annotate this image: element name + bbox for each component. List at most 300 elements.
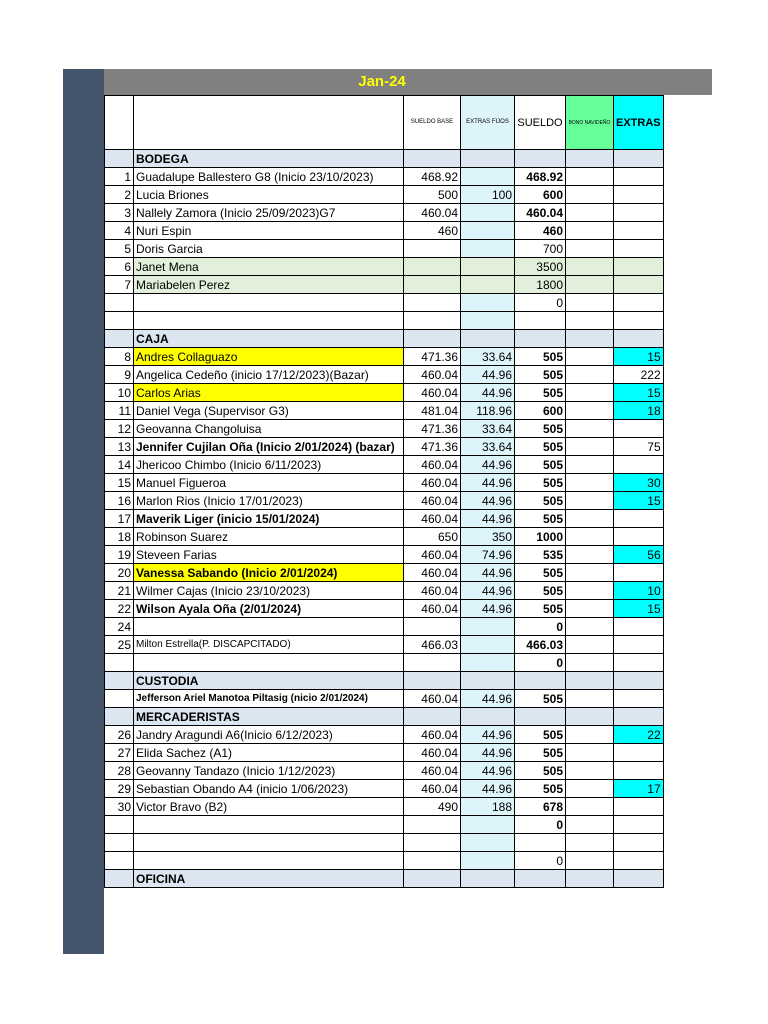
section-cell[interactable] xyxy=(614,870,664,888)
section-cell[interactable] xyxy=(404,672,461,690)
extras-fijos-cell[interactable] xyxy=(461,258,515,276)
extras-fijos-cell[interactable] xyxy=(461,240,515,258)
extras-cell[interactable] xyxy=(614,654,664,672)
header-extras[interactable]: EXTRAS xyxy=(614,96,664,150)
extras-fijos-cell[interactable]: 100 xyxy=(461,186,515,204)
extras-cell[interactable] xyxy=(614,852,664,870)
bono-cell[interactable] xyxy=(566,456,614,474)
sueldo-cell[interactable]: 505 xyxy=(515,384,566,402)
row-number-cell[interactable]: 8 xyxy=(105,348,134,366)
section-cell[interactable] xyxy=(461,708,515,726)
extras-fijos-cell[interactable]: 118.96 xyxy=(461,402,515,420)
sueldo-cell[interactable]: 460 xyxy=(515,222,566,240)
extras-fijos-cell[interactable]: 44.96 xyxy=(461,366,515,384)
sueldo-base-cell[interactable] xyxy=(404,240,461,258)
sueldo-base-cell[interactable]: 460.04 xyxy=(404,546,461,564)
extras-fijos-cell[interactable]: 44.96 xyxy=(461,762,515,780)
bono-cell[interactable] xyxy=(566,294,614,312)
extras-fijos-cell[interactable] xyxy=(461,312,515,330)
sueldo-cell[interactable]: 505 xyxy=(515,366,566,384)
employee-name-cell[interactable]: Carlos Arias xyxy=(134,384,404,402)
section-cell[interactable] xyxy=(515,708,566,726)
table-row xyxy=(105,294,664,312)
sueldo-cell[interactable]: 0 xyxy=(515,618,566,636)
employee-name-cell[interactable]: Steveen Farias xyxy=(134,546,404,564)
sueldo-cell[interactable]: 460.04 xyxy=(515,204,566,222)
extras-cell[interactable]: 10 xyxy=(614,582,664,600)
sueldo-cell[interactable]: 505 xyxy=(515,510,566,528)
sueldo-cell[interactable]: 468.92 xyxy=(515,168,566,186)
extras-fijos-cell[interactable] xyxy=(461,204,515,222)
header-num-cell[interactable] xyxy=(105,96,134,150)
extras-fijos-cell[interactable]: 44.96 xyxy=(461,726,515,744)
bono-cell[interactable] xyxy=(566,834,614,852)
extras-cell[interactable] xyxy=(614,834,664,852)
employee-name-cell[interactable]: Jennifer Cujilan Oña (Inicio 2/01/2024) (bazar) xyxy=(134,438,404,456)
extras-cell[interactable] xyxy=(614,636,664,654)
extras-cell[interactable] xyxy=(614,510,664,528)
sueldo-cell[interactable]: 466.03 xyxy=(515,636,566,654)
bono-cell[interactable] xyxy=(566,582,614,600)
sueldo-cell[interactable]: 678 xyxy=(515,798,566,816)
sueldo-base-cell[interactable]: 460.04 xyxy=(404,456,461,474)
extras-cell[interactable] xyxy=(614,276,664,294)
bono-cell[interactable] xyxy=(566,276,614,294)
employee-name-cell[interactable] xyxy=(134,816,404,834)
header-sueldo-base[interactable]: SUELDO BASE xyxy=(404,96,461,150)
extras-fijos-cell[interactable] xyxy=(461,276,515,294)
sueldo-base-cell[interactable] xyxy=(404,852,461,870)
row-number-cell[interactable]: 5 xyxy=(105,240,134,258)
section-cell[interactable] xyxy=(515,150,566,168)
section-cell[interactable] xyxy=(105,672,134,690)
row-number-cell[interactable]: 17 xyxy=(105,510,134,528)
extras-cell[interactable] xyxy=(614,528,664,546)
bono-cell[interactable] xyxy=(566,384,614,402)
extras-fijos-cell[interactable] xyxy=(461,636,515,654)
extras-fijos-cell[interactable] xyxy=(461,852,515,870)
bono-cell[interactable] xyxy=(566,762,614,780)
sueldo-cell[interactable]: 505 xyxy=(515,582,566,600)
extras-fijos-cell[interactable]: 44.96 xyxy=(461,582,515,600)
sueldo-cell[interactable]: 505 xyxy=(515,600,566,618)
section-title[interactable]: MERCADERISTAS xyxy=(134,708,404,726)
sueldo-base-cell[interactable]: 460.04 xyxy=(404,762,461,780)
sueldo-base-cell[interactable] xyxy=(404,654,461,672)
extras-cell[interactable] xyxy=(614,222,664,240)
section-cell[interactable] xyxy=(515,672,566,690)
extras-fijos-cell[interactable]: 44.96 xyxy=(461,492,515,510)
employee-name-cell[interactable]: Wilmer Cajas (Inicio 23/10/2023) xyxy=(134,582,404,600)
row-number-cell[interactable]: 7 xyxy=(105,276,134,294)
extras-fijos-cell[interactable]: 44.96 xyxy=(461,600,515,618)
sueldo-cell[interactable]: 0 xyxy=(515,294,566,312)
extras-fijos-cell[interactable]: 44.96 xyxy=(461,510,515,528)
extras-cell[interactable]: 22 xyxy=(614,726,664,744)
section-cell[interactable] xyxy=(614,330,664,348)
sueldo-base-cell[interactable]: 471.36 xyxy=(404,438,461,456)
extras-fijos-cell[interactable]: 44.96 xyxy=(461,564,515,582)
sueldo-base-cell[interactable] xyxy=(404,258,461,276)
extras-fijos-cell[interactable] xyxy=(461,294,515,312)
sueldo-base-cell[interactable]: 460.04 xyxy=(404,744,461,762)
extras-fijos-cell[interactable]: 350 xyxy=(461,528,515,546)
sueldo-base-cell[interactable]: 460.04 xyxy=(404,600,461,618)
bono-cell[interactable] xyxy=(566,600,614,618)
sueldo-base-cell[interactable]: 500 xyxy=(404,186,461,204)
sueldo-cell[interactable]: 3500 xyxy=(515,258,566,276)
row-number-cell[interactable]: 3 xyxy=(105,204,134,222)
sueldo-cell[interactable]: 505 xyxy=(515,744,566,762)
bono-cell[interactable] xyxy=(566,546,614,564)
bono-cell[interactable] xyxy=(566,564,614,582)
extras-cell[interactable] xyxy=(614,456,664,474)
employee-name-cell[interactable]: Marlon Rios (Inicio 17/01/2023) xyxy=(134,492,404,510)
bono-cell[interactable] xyxy=(566,654,614,672)
extras-fijos-cell[interactable]: 44.96 xyxy=(461,744,515,762)
bono-cell[interactable] xyxy=(566,798,614,816)
section-cell[interactable] xyxy=(105,330,134,348)
header-name-cell[interactable] xyxy=(134,96,404,150)
employee-name-cell[interactable]: Sebastian Obando A4 (inicio 1/06/2023) xyxy=(134,780,404,798)
table-row xyxy=(105,636,664,654)
extras-fijos-cell[interactable]: 44.96 xyxy=(461,474,515,492)
section-cell[interactable] xyxy=(404,330,461,348)
extras-cell[interactable] xyxy=(614,240,664,258)
row-number-cell[interactable] xyxy=(105,852,134,870)
sueldo-cell[interactable]: 505 xyxy=(515,564,566,582)
section-cell[interactable] xyxy=(461,330,515,348)
row-number-cell[interactable] xyxy=(105,690,134,708)
extras-cell[interactable] xyxy=(614,744,664,762)
extras-cell[interactable]: 15 xyxy=(614,492,664,510)
extras-fijos-cell[interactable]: 44.96 xyxy=(461,456,515,474)
extras-cell[interactable]: 222 xyxy=(614,366,664,384)
section-cell[interactable] xyxy=(566,870,614,888)
employee-name-cell[interactable]: Nuri Espin xyxy=(134,222,404,240)
section-cell[interactable] xyxy=(105,150,134,168)
row-number-cell[interactable] xyxy=(105,654,134,672)
bono-cell[interactable] xyxy=(566,636,614,654)
sueldo-base-cell[interactable]: 460.04 xyxy=(404,366,461,384)
row-number-cell[interactable]: 25 xyxy=(105,636,134,654)
sueldo-cell[interactable] xyxy=(515,312,566,330)
table-row xyxy=(105,438,664,456)
sueldo-base-cell[interactable]: 481.04 xyxy=(404,402,461,420)
employee-name-cell[interactable]: Manuel Figueroa xyxy=(134,474,404,492)
bono-cell[interactable] xyxy=(566,168,614,186)
bono-cell[interactable] xyxy=(566,744,614,762)
employee-name-cell[interactable]: Milton Estrella(P. DISCAPCITADO) xyxy=(134,636,404,654)
section-cell[interactable] xyxy=(566,708,614,726)
bono-cell[interactable] xyxy=(566,348,614,366)
sueldo-cell[interactable]: 505 xyxy=(515,780,566,798)
extras-cell[interactable] xyxy=(614,762,664,780)
sueldo-base-cell[interactable]: 471.36 xyxy=(404,348,461,366)
sueldo-base-cell[interactable]: 490 xyxy=(404,798,461,816)
section-cell[interactable] xyxy=(105,708,134,726)
row-number-cell[interactable]: 1 xyxy=(105,168,134,186)
sueldo-cell[interactable]: 0 xyxy=(515,816,566,834)
section-cell[interactable] xyxy=(614,150,664,168)
extras-fijos-cell[interactable] xyxy=(461,816,515,834)
employee-name-cell[interactable] xyxy=(134,294,404,312)
sueldo-base-cell[interactable]: 460.04 xyxy=(404,690,461,708)
row-number-cell[interactable]: 26 xyxy=(105,726,134,744)
sueldo-base-cell[interactable]: 650 xyxy=(404,528,461,546)
sueldo-base-cell[interactable]: 466.03 xyxy=(404,636,461,654)
employee-name-cell[interactable]: Angelica Cedeño (inicio 17/12/2023)(Bazar) xyxy=(134,366,404,384)
extras-cell[interactable]: 18 xyxy=(614,402,664,420)
sueldo-cell[interactable]: 535 xyxy=(515,546,566,564)
section-cell[interactable] xyxy=(404,150,461,168)
sueldo-base-cell[interactable]: 471.36 xyxy=(404,420,461,438)
row-number-cell[interactable]: 11 xyxy=(105,402,134,420)
sueldo-cell[interactable]: 505 xyxy=(515,726,566,744)
sueldo-base-cell[interactable]: 460.04 xyxy=(404,510,461,528)
extras-cell[interactable] xyxy=(614,294,664,312)
extras-cell[interactable]: 15 xyxy=(614,600,664,618)
section-cell[interactable] xyxy=(566,330,614,348)
extras-cell[interactable] xyxy=(614,168,664,186)
employee-name-cell[interactable]: Jefferson Ariel Manotoa Piltasig (nicio 2/01/2024) xyxy=(134,690,404,708)
extras-fijos-cell[interactable] xyxy=(461,654,515,672)
extras-cell[interactable] xyxy=(614,420,664,438)
employee-name-cell[interactable]: Vanessa Sabando (Inicio 2/01/2024) xyxy=(134,564,404,582)
bono-cell[interactable] xyxy=(566,402,614,420)
row-number-cell[interactable]: 16 xyxy=(105,492,134,510)
employee-name-cell[interactable]: Janet Mena xyxy=(134,258,404,276)
bono-cell[interactable] xyxy=(566,492,614,510)
employee-name-cell[interactable]: Elida Sachez (A1) xyxy=(134,744,404,762)
employee-name-cell[interactable]: Geovanny Tandazo (Inicio 1/12/2023) xyxy=(134,762,404,780)
sueldo-base-cell[interactable] xyxy=(404,312,461,330)
employee-name-cell[interactable]: Nallely Zamora (Inicio 25/09/2023)G7 xyxy=(134,204,404,222)
sueldo-base-cell[interactable] xyxy=(404,618,461,636)
sueldo-base-cell[interactable]: 460.04 xyxy=(404,384,461,402)
section-cell[interactable] xyxy=(614,672,664,690)
row-number-cell[interactable]: 9 xyxy=(105,366,134,384)
bono-cell[interactable] xyxy=(566,726,614,744)
row-number-cell[interactable] xyxy=(105,834,134,852)
sueldo-cell[interactable]: 505 xyxy=(515,762,566,780)
row-number-cell[interactable] xyxy=(105,312,134,330)
extras-cell[interactable] xyxy=(614,564,664,582)
bono-cell[interactable] xyxy=(566,258,614,276)
extras-cell[interactable]: 75 xyxy=(614,438,664,456)
section-cell[interactable] xyxy=(404,708,461,726)
section-title[interactable]: CAJA xyxy=(134,330,404,348)
employee-name-cell[interactable]: Wilson Ayala Oña (2/01/2024) xyxy=(134,600,404,618)
sueldo-base-cell[interactable] xyxy=(404,816,461,834)
section-title[interactable]: BODEGA xyxy=(134,150,404,168)
sueldo-cell[interactable]: 505 xyxy=(515,420,566,438)
sueldo-base-cell[interactable]: 460.04 xyxy=(404,564,461,582)
employee-name-cell[interactable]: Daniel Vega (Supervisor G3) xyxy=(134,402,404,420)
column-header-row xyxy=(105,96,664,150)
bono-cell[interactable] xyxy=(566,240,614,258)
extras-cell[interactable]: 17 xyxy=(614,780,664,798)
row-number-cell[interactable]: 18 xyxy=(105,528,134,546)
sueldo-base-cell[interactable]: 468.92 xyxy=(404,168,461,186)
extras-fijos-cell[interactable]: 33.64 xyxy=(461,348,515,366)
employee-name-cell[interactable]: Andres Collaguazo xyxy=(134,348,404,366)
employee-name-cell[interactable] xyxy=(134,852,404,870)
employee-name-cell[interactable]: Robinson Suarez xyxy=(134,528,404,546)
sueldo-cell[interactable] xyxy=(515,834,566,852)
extras-fijos-cell[interactable]: 74.96 xyxy=(461,546,515,564)
sueldo-base-cell[interactable]: 460.04 xyxy=(404,204,461,222)
row-number-cell[interactable]: 15 xyxy=(105,474,134,492)
sueldo-cell[interactable]: 505 xyxy=(515,348,566,366)
section-cell[interactable] xyxy=(461,672,515,690)
section-row xyxy=(105,330,664,348)
row-number-cell[interactable]: 29 xyxy=(105,780,134,798)
extras-cell[interactable]: 15 xyxy=(614,384,664,402)
extras-cell[interactable] xyxy=(614,204,664,222)
employee-name-cell[interactable]: Geovanna Changoluisa xyxy=(134,420,404,438)
bono-cell[interactable] xyxy=(566,312,614,330)
sueldo-cell[interactable]: 505 xyxy=(515,456,566,474)
bono-cell[interactable] xyxy=(566,204,614,222)
bono-cell[interactable] xyxy=(566,474,614,492)
row-number-cell[interactable] xyxy=(105,816,134,834)
extras-fijos-cell[interactable] xyxy=(461,168,515,186)
extras-cell[interactable] xyxy=(614,186,664,204)
section-cell[interactable] xyxy=(461,150,515,168)
row-number-cell[interactable]: 24 xyxy=(105,618,134,636)
sueldo-base-cell[interactable]: 460.04 xyxy=(404,726,461,744)
employee-name-cell[interactable] xyxy=(134,312,404,330)
row-number-cell[interactable]: 14 xyxy=(105,456,134,474)
sueldo-base-cell[interactable]: 460.04 xyxy=(404,582,461,600)
employee-name-cell[interactable] xyxy=(134,618,404,636)
section-cell[interactable] xyxy=(461,870,515,888)
employee-name-cell[interactable]: Maverik Liger (inicio 15/01/2024) xyxy=(134,510,404,528)
bono-cell[interactable] xyxy=(566,420,614,438)
sueldo-cell[interactable]: 600 xyxy=(515,402,566,420)
extras-fijos-cell[interactable]: 44.96 xyxy=(461,384,515,402)
employee-name-cell[interactable]: Jhericoo Chimbo (Inicio 6/11/2023) xyxy=(134,456,404,474)
section-title[interactable]: CUSTODIA xyxy=(134,672,404,690)
row-number-cell[interactable]: 13 xyxy=(105,438,134,456)
employee-name-cell[interactable]: Guadalupe Ballestero G8 (Inicio 23/10/2023) xyxy=(134,168,404,186)
extras-cell[interactable] xyxy=(614,690,664,708)
extras-cell[interactable] xyxy=(614,312,664,330)
employee-name-cell[interactable]: Jandry Aragundi A6(Inicio 6/12/2023) xyxy=(134,726,404,744)
bono-cell[interactable] xyxy=(566,186,614,204)
sueldo-cell[interactable]: 1800 xyxy=(515,276,566,294)
section-cell[interactable] xyxy=(614,708,664,726)
sueldo-cell[interactable]: 0 xyxy=(515,852,566,870)
row-number-cell[interactable]: 19 xyxy=(105,546,134,564)
sueldo-cell[interactable]: 505 xyxy=(515,474,566,492)
row-number-cell[interactable]: 20 xyxy=(105,564,134,582)
extras-fijos-cell[interactable]: 33.64 xyxy=(461,438,515,456)
employee-name-cell[interactable] xyxy=(134,654,404,672)
bono-cell[interactable] xyxy=(566,222,614,240)
bono-cell[interactable] xyxy=(566,816,614,834)
extras-fijos-cell[interactable] xyxy=(461,834,515,852)
row-number-cell[interactable]: 12 xyxy=(105,420,134,438)
row-number-cell[interactable]: 22 xyxy=(105,600,134,618)
extras-fijos-cell[interactable]: 44.96 xyxy=(461,780,515,798)
row-number-cell[interactable]: 2 xyxy=(105,186,134,204)
extras-cell[interactable] xyxy=(614,258,664,276)
extras-cell[interactable] xyxy=(614,816,664,834)
extras-fijos-cell[interactable]: 33.64 xyxy=(461,420,515,438)
extras-fijos-cell[interactable]: 44.96 xyxy=(461,690,515,708)
row-number-cell[interactable]: 4 xyxy=(105,222,134,240)
table-row xyxy=(105,834,664,852)
sueldo-cell[interactable]: 505 xyxy=(515,492,566,510)
bono-cell[interactable] xyxy=(566,618,614,636)
employee-name-cell[interactable]: Lucia Briones xyxy=(134,186,404,204)
section-cell[interactable] xyxy=(404,870,461,888)
extras-fijos-cell[interactable]: 188 xyxy=(461,798,515,816)
header-extras-fijos[interactable]: EXTRAS FIJOS xyxy=(461,96,515,150)
extras-fijos-cell[interactable] xyxy=(461,618,515,636)
section-cell[interactable] xyxy=(566,672,614,690)
sueldo-base-cell[interactable] xyxy=(404,294,461,312)
sueldo-cell[interactable]: 505 xyxy=(515,438,566,456)
section-cell[interactable] xyxy=(566,150,614,168)
row-number-cell[interactable] xyxy=(105,294,134,312)
employee-name-cell[interactable]: Doris Garcia xyxy=(134,240,404,258)
extras-fijos-cell[interactable] xyxy=(461,222,515,240)
sueldo-cell[interactable]: 700 xyxy=(515,240,566,258)
header-bono-navideno[interactable]: BONO NAVIDEÑO xyxy=(566,96,614,150)
bono-cell[interactable] xyxy=(566,510,614,528)
header-sueldo[interactable]: SUELDO xyxy=(515,96,566,150)
sueldo-cell[interactable]: 1000 xyxy=(515,528,566,546)
sueldo-cell[interactable]: 600 xyxy=(515,186,566,204)
extras-cell[interactable]: 30 xyxy=(614,474,664,492)
bono-cell[interactable] xyxy=(566,438,614,456)
extras-cell[interactable]: 56 xyxy=(614,546,664,564)
employee-name-cell[interactable] xyxy=(134,834,404,852)
extras-cell[interactable] xyxy=(614,618,664,636)
bono-cell[interactable] xyxy=(566,852,614,870)
section-cell[interactable] xyxy=(515,330,566,348)
sueldo-base-cell[interactable] xyxy=(404,276,461,294)
row-number-cell[interactable]: 6 xyxy=(105,258,134,276)
row-number-cell[interactable]: 10 xyxy=(105,384,134,402)
row-number-cell[interactable]: 30 xyxy=(105,798,134,816)
sueldo-base-cell[interactable]: 460.04 xyxy=(404,492,461,510)
bono-cell[interactable] xyxy=(566,690,614,708)
sueldo-cell[interactable]: 0 xyxy=(515,654,566,672)
section-cell[interactable] xyxy=(515,870,566,888)
section-title[interactable]: OFICINA xyxy=(134,870,404,888)
bono-cell[interactable] xyxy=(566,366,614,384)
employee-name-cell[interactable]: Victor Bravo (B2) xyxy=(134,798,404,816)
sueldo-base-cell[interactable] xyxy=(404,834,461,852)
extras-cell[interactable] xyxy=(614,798,664,816)
sueldo-base-cell[interactable]: 460.04 xyxy=(404,474,461,492)
sueldo-base-cell[interactable]: 460.04 xyxy=(404,780,461,798)
row-number-cell[interactable]: 28 xyxy=(105,762,134,780)
extras-cell[interactable]: 15 xyxy=(614,348,664,366)
bono-cell[interactable] xyxy=(566,780,614,798)
row-number-cell[interactable]: 27 xyxy=(105,744,134,762)
section-cell[interactable] xyxy=(105,870,134,888)
sueldo-base-cell[interactable]: 460 xyxy=(404,222,461,240)
sueldo-cell[interactable]: 505 xyxy=(515,690,566,708)
bono-cell[interactable] xyxy=(566,528,614,546)
employee-name-cell[interactable]: Mariabelen Perez xyxy=(134,276,404,294)
row-number-cell[interactable]: 21 xyxy=(105,582,134,600)
